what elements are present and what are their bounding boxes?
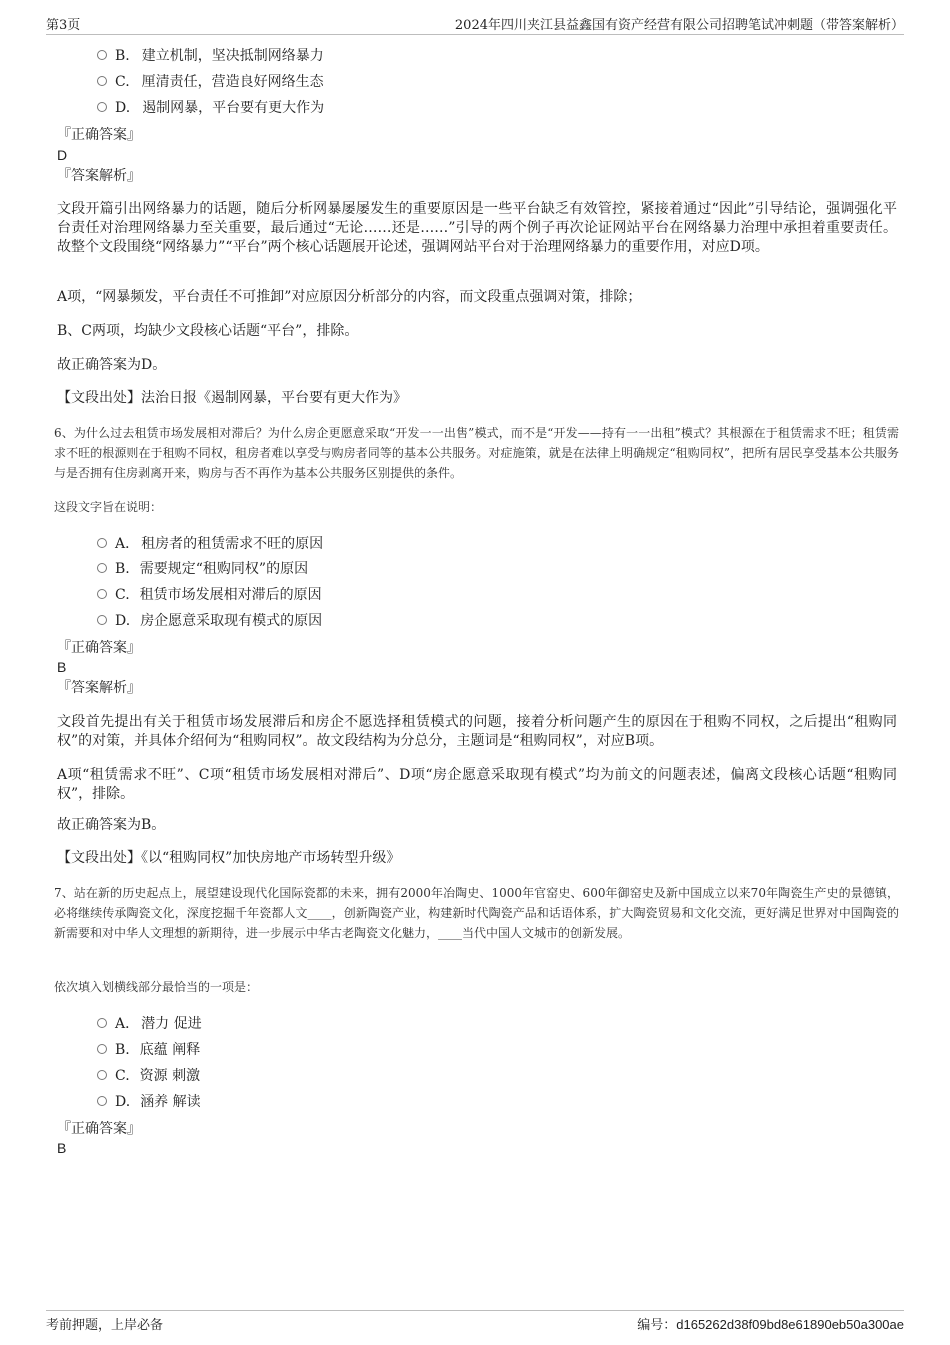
q6-option-a[interactable] [97, 534, 323, 554]
radio-icon[interactable] [97, 50, 107, 60]
q6-answer-label: 『正确答案』 [57, 640, 141, 656]
option-text: 租房者的租赁需求不旺的原因 [141, 536, 324, 552]
option-letter: D. [115, 1094, 131, 1110]
option-letter: B. [115, 1042, 130, 1058]
option-text: 遏制网暴，平台要有更大作为 [142, 100, 325, 116]
option-letter: A． [115, 1016, 140, 1032]
q7-question: 7、站在新的历史起点上，展望建设现代化国际瓷都的未来，拥有2000年冶陶史、1000年官窑史、600年御窑史及新中国成立以来70年陶瓷生产史的景德镇，必将继续传承陶瓷文化，深度挖掘千年瓷都人文____，创新陶瓷产业，构建新时代陶瓷产品和话语体系，扩大陶瓷贸易和文化交流，更好满足世界对中国陶瓷的新需要和对中华人文理想的新期待，进一步展示中华古老陶瓷文化魅力，____当代中国人文城市的创新发展。 [54, 886, 899, 940]
q6-source: 【文段出处】《以“租购同权”加快房地产市场转型升级》 [57, 850, 401, 866]
option-letter: A． [115, 536, 140, 552]
option-letter: C. [115, 1068, 130, 1084]
code-value: d165262d38f09bd8e61890eb50a300ae [676, 1317, 904, 1332]
q5-option-c[interactable] [97, 72, 324, 92]
option-text: 租赁市场发展相对滞后的原因 [139, 587, 322, 603]
q6-analysis-label: 『答案解析』 [57, 680, 141, 696]
option-letter: B. [115, 561, 130, 577]
radio-icon[interactable] [97, 1070, 107, 1080]
option-text: 厘清责任，营造良好网络生态 [141, 74, 324, 90]
q7-option-c[interactable] [97, 1066, 200, 1086]
q5-answer-label: 『正确答案』 [57, 127, 141, 143]
q7-prompt: 依次填入划横线部分最恰当的一项是： [54, 980, 259, 994]
page-number: 第3页 [46, 18, 81, 33]
radio-icon[interactable] [97, 1096, 107, 1106]
q7-option-b[interactable] [97, 1040, 200, 1060]
q6-question: 6、为什么过去租赁市场发展相对滞后？为什么房企更愿意采取“开发一一出售”模式，而不是“开发——持有一一出租”模式？其根源在于租赁需求不旺；租赁需求不旺的根源则在于租购不同权，租房者难以享受与购房者同等的基本公共服务。对症施策，就是在法律上明确规定“租购同权”，把所有居民享受基本公共服务与是否拥有住房剥离开来，购房与否不再作为基本公共服务区别提供的条件。 [54, 426, 899, 480]
radio-icon[interactable] [97, 1018, 107, 1028]
option-letter: D. [115, 100, 131, 116]
q5-option-b[interactable] [97, 46, 324, 66]
q7-answer: B [57, 1140, 67, 1156]
option-text: 潜力 促进 [141, 1016, 202, 1032]
q7-answer-label: 『正确答案』 [57, 1121, 141, 1137]
q6-analysis-paragraph: A项“租赁需求不旺”、C项“租赁市场发展相对滞后”、D项“房企愿意采取现有模式”均为前文的问题表述，偏离文段核心话题“租购同权”，排除。 [57, 767, 897, 802]
radio-icon[interactable] [97, 102, 107, 112]
document-code [637, 1314, 904, 1333]
option-letter: B. [115, 48, 130, 64]
q7-option-a[interactable] [97, 1014, 202, 1034]
radio-icon[interactable] [97, 563, 107, 573]
q5-analysis-paragraph: 文段开篇引出网络暴力的话题，随后分析网暴屡屡发生的重要原因是一些平台缺乏有效管控，紧接着通过“因此”引导结论，强调强化平台责任对治理网络暴力至关重要，最后通过“无论……还是……”引导的两个例子再次论证网站平台在网络暴力治理中承担着重要责任。故整个文段围绕“网络暴力”“平台”两个核心话题展开论述，强调网站平台对于治理网络暴力的重要作用，对应D项。 [57, 201, 897, 255]
page-footer [46, 1310, 904, 1334]
q5-option-d[interactable] [97, 98, 324, 118]
q6-analysis-paragraph: 故正确答案为B。 [57, 817, 166, 833]
q6-answer: B [57, 659, 67, 675]
option-letter: D. [115, 613, 131, 629]
radio-icon[interactable] [97, 538, 107, 548]
page-header [46, 14, 904, 35]
code-label: 编号： [637, 1318, 677, 1333]
q6-prompt: 这段文字旨在说明： [54, 500, 163, 514]
radio-icon[interactable] [97, 589, 107, 599]
q5-analysis-label: 『答案解析』 [57, 168, 141, 184]
option-text: 建立机制，坚决抵制网络暴力 [141, 48, 324, 64]
option-letter: C. [115, 74, 130, 90]
q6-option-b[interactable] [97, 559, 308, 579]
q5-analysis-paragraph: 故正确答案为D。 [57, 357, 167, 373]
option-text: 涵养 解读 [140, 1094, 201, 1110]
radio-icon[interactable] [97, 1044, 107, 1054]
q5-source: 【文段出处】法治日报《遏制网暴，平台要有更大作为》 [57, 390, 407, 406]
option-text: 需要规定“租购同权”的原因 [139, 561, 309, 577]
q5-analysis-paragraph: A项，“网暴频发，平台责任不可推卸”对应原因分析部分的内容，而文段重点强调对策，排除； [57, 289, 642, 305]
option-text: 底蕴 阐释 [139, 1042, 201, 1058]
q6-option-d[interactable] [97, 611, 322, 631]
q6-option-c[interactable] [97, 585, 322, 605]
document-title: 2024年四川夹江县益鑫国有资产经营有限公司招聘笔试冲刺题（带答案解析） [454, 18, 904, 33]
footer-slogan: 考前押题，上岸必备 [46, 1318, 164, 1333]
q5-analysis-paragraph: B、C两项，均缺少文段核心话题“平台”，排除。 [57, 323, 359, 339]
radio-icon[interactable] [97, 615, 107, 625]
q7-option-d[interactable] [97, 1092, 201, 1112]
option-text: 资源 刺激 [139, 1068, 201, 1084]
option-text: 房企愿意采取现有模式的原因 [140, 613, 323, 629]
radio-icon[interactable] [97, 76, 107, 86]
q6-analysis-paragraph: 文段首先提出有关于租赁市场发展滞后和房企不愿选择租赁模式的问题，接着分析问题产生的原因在于租购不同权，之后提出“租购同权”的对策，并具体介绍何为“租购同权”。故文段结构为分总分，主题词是“租购同权”，对应B项。 [57, 714, 897, 749]
q5-answer: D [57, 147, 68, 163]
option-letter: C. [115, 587, 130, 603]
